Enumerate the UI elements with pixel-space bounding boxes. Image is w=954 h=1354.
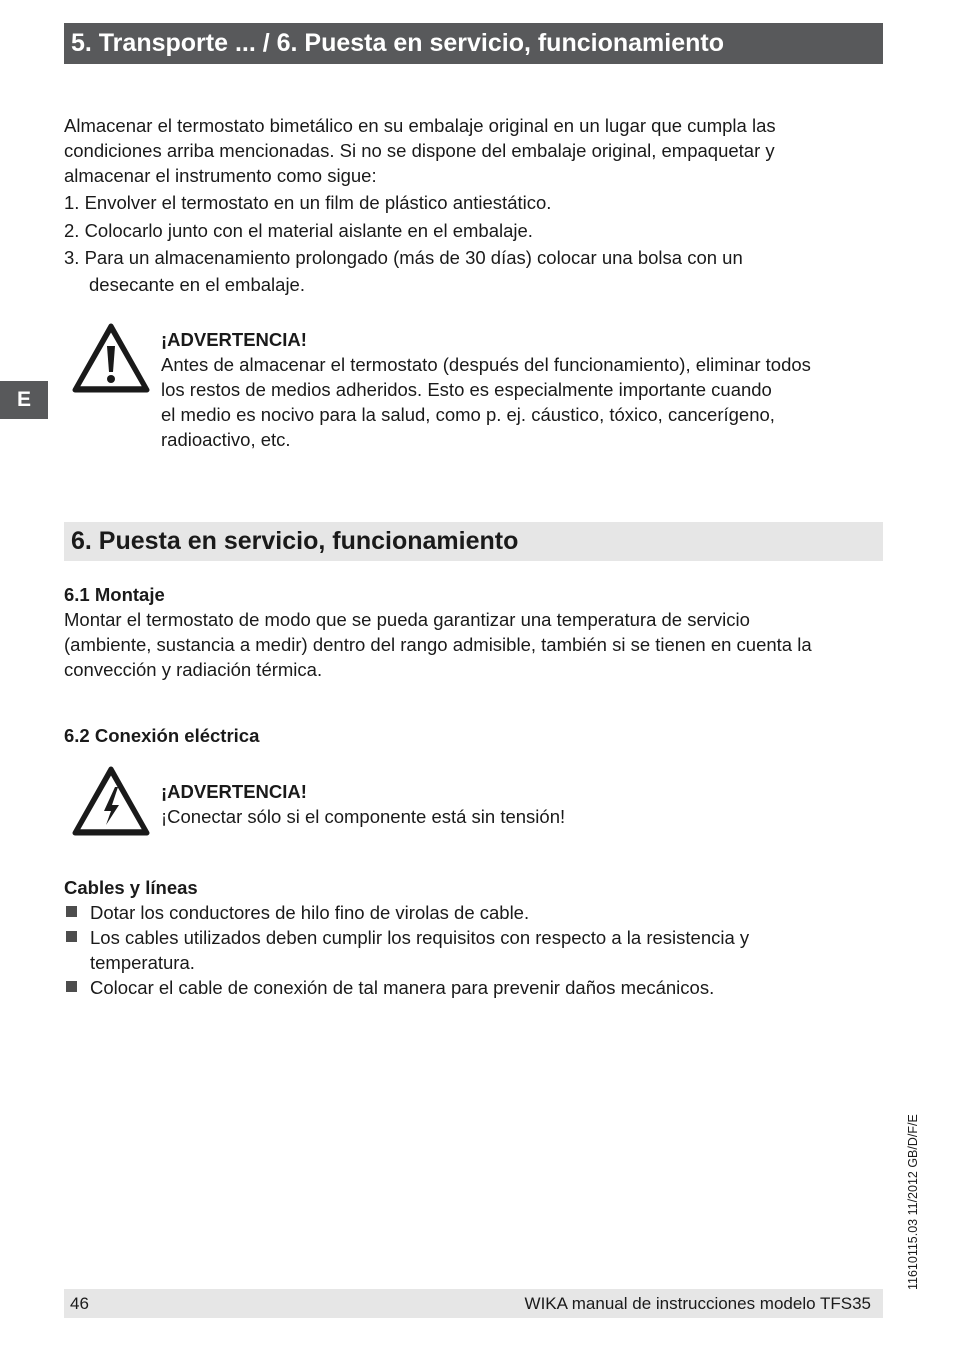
page-number: 46 xyxy=(70,1294,89,1313)
cables-item-2: Los cables utilizados deben cumplir los requisitos con respecto a la resistencia y xyxy=(90,927,750,948)
storage-line-1: Almacenar el termostato bimetálico en su embalaje original en un lugar que cumpla las xyxy=(64,115,776,136)
bullet-icon xyxy=(66,906,77,917)
conexion-heading: 6.2 Conexión eléctrica xyxy=(64,725,260,746)
storage-step-3-cont: desecante en el embalaje. xyxy=(89,274,305,295)
bullet-icon xyxy=(66,931,77,942)
cables-item-1: Dotar los conductores de hilo fino de virolas de cable. xyxy=(90,902,530,923)
warning-2-text: ¡Conectar sólo si el componente está sin tensión! xyxy=(161,806,566,827)
cables-item-2-cont: temperatura. xyxy=(90,952,195,973)
montaje-line-2: (ambiente, sustancia a medir) dentro del rango admisible, también si se tienen en cuenta la xyxy=(64,634,812,655)
document-code: 11610115.03 11/2012 GB/D/F/E xyxy=(906,1114,920,1290)
section-6-header: 6. Puesta en servicio, funcionamiento xyxy=(64,522,883,561)
warning-1-title: ¡ADVERTENCIA! xyxy=(161,329,307,350)
footer-title: WIKA manual de instrucciones modelo TFS35 xyxy=(524,1294,871,1313)
warning-1-line-1: Antes de almacenar el termostato (después del funcionamiento), eliminar todos xyxy=(161,354,811,375)
page-footer xyxy=(64,1289,883,1318)
chapter-header: 5. Transporte ... / 6. Puesta en servicio, funcionamiento xyxy=(64,23,883,64)
montaje-line-3: convección y radiación térmica. xyxy=(64,659,323,680)
montaje-line-1: Montar el termostato de modo que se pueda garantizar una temperatura de servicio xyxy=(64,609,750,630)
storage-step-2: 2. Colocarlo junto con el material aislante en el embalaje. xyxy=(64,220,533,241)
storage-line-3: almacenar el instrumento como sigue: xyxy=(64,165,377,186)
warning-triangle-icon xyxy=(71,322,151,394)
language-tab: E xyxy=(0,381,48,419)
warning-1-line-4: radioactivo, etc. xyxy=(161,429,291,450)
cables-item-3: Colocar el cable de conexión de tal manera para prevenir daños mecánicos. xyxy=(90,977,715,998)
warning-2-title: ¡ADVERTENCIA! xyxy=(161,781,307,802)
bullet-icon xyxy=(66,981,77,992)
warning-1-line-2: los restos de medios adheridos. Esto es especialmente importante cuando xyxy=(161,379,772,400)
electrical-hazard-icon xyxy=(71,765,151,837)
storage-step-1: 1. Envolver el termostato en un film de plástico antiestático. xyxy=(64,192,552,213)
warning-1-line-3: el medio es nocivo para la salud, como p. ej. cáustico, tóxico, cancerígeno, xyxy=(161,404,775,425)
montaje-heading: 6.1 Montaje xyxy=(64,584,165,605)
storage-line-2: condiciones arriba mencionadas. Si no se dispone del embalaje original, empaquetar y xyxy=(64,140,775,161)
storage-step-3: 3. Para un almacenamiento prolongado (más de 30 días) colocar una bolsa con un xyxy=(64,247,743,268)
cables-heading: Cables y líneas xyxy=(64,877,198,898)
